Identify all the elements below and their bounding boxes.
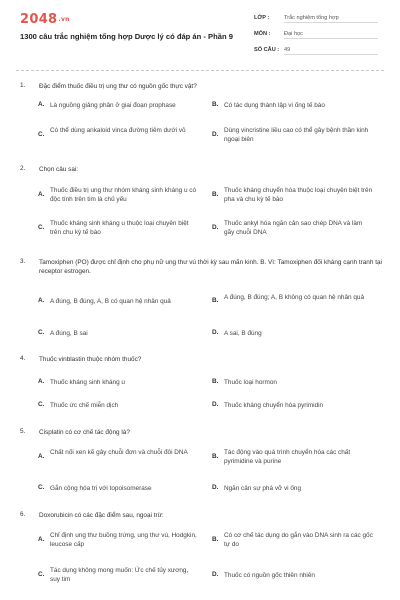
- option-letter: A.: [38, 191, 45, 198]
- option-text: Thuốc loại hormon: [224, 379, 277, 386]
- option-text: Chỉ định ung thư buồng trứng, ung thư vú, Hodgkin, leucose cấp: [50, 532, 197, 548]
- question-number: 5.: [20, 428, 26, 435]
- site-logo[interactable]: [20, 12, 70, 27]
- question-number: 2.: [20, 165, 26, 172]
- option-letter: D.: [212, 131, 219, 138]
- option-letter: C.: [38, 224, 45, 231]
- option-text: Tác dụng không mong muốn: Ức chế tủy xương, suy tim: [50, 567, 189, 583]
- option-text: Có cơ chế tác dụng do gắn vào DNA sinh ra các gốc tự do: [224, 532, 373, 548]
- option-text: Thuốc kháng sinh kháng u thuộc loại chuyên biệt trên chu kỳ tế bào: [50, 220, 189, 236]
- option-text: Thuốc ức chế miễn dịch: [50, 402, 119, 409]
- option-text: Có tác dụng thành lập vi ống tế bào: [224, 102, 325, 109]
- option-letter: A.: [38, 536, 45, 543]
- option-text: Thuốc ankyl hóa ngăn cản sao chép DNA và làm gãy chuỗi DNA: [224, 220, 363, 236]
- option-letter: A.: [38, 297, 45, 304]
- option-letter: A.: [38, 378, 45, 385]
- option-text: A đúng, B đúng; A, B không có quan hệ nhân quả: [224, 294, 365, 301]
- option-letter: D.: [212, 329, 219, 336]
- meta-class-label: LỚP :: [254, 15, 270, 21]
- option-letter: C.: [38, 571, 45, 578]
- logo-main: 2048: [20, 12, 58, 27]
- option-letter: D.: [212, 224, 219, 231]
- option-letter: B.: [212, 297, 219, 304]
- option-text: A đúng, B đúng, A, B có quan hệ nhân quả: [50, 298, 171, 305]
- page-header: [0, 0, 400, 74]
- logo-tld: .vn: [58, 16, 70, 23]
- option-letter: D.: [212, 401, 219, 408]
- question-text: Cisplatin có cơ chế tác động là?: [39, 429, 130, 436]
- option-text: Thuốc kháng sinh kháng u: [50, 379, 125, 386]
- option-text: Thuốc điều trị ung thư nhóm kháng sinh kháng u có độc tính trên tim là chủ yếu: [50, 187, 197, 203]
- option-text: Ngăn cản sự phá vỡ vi ống: [224, 485, 302, 492]
- document-title: 1300 câu trắc nghiệm tổng hợp Dược lý có đáp án - Phần 9: [20, 32, 233, 41]
- option-letter: D.: [212, 484, 219, 491]
- option-letter: C.: [38, 131, 45, 138]
- option-letter: A.: [38, 101, 45, 108]
- option-text: A đúng, B sai: [50, 330, 88, 337]
- option-text: Dùng vincristine liều cao có thể gây bệnh thần kinh ngoại biên: [224, 127, 369, 143]
- option-letter: B.: [212, 101, 219, 108]
- option-text: Thuốc có nguồn gốc thiên nhiên: [224, 572, 315, 579]
- question-text: Thuốc vinblastin thuộc nhóm thuốc?: [39, 356, 142, 363]
- meta-subject-value: Đại học: [284, 31, 378, 39]
- option-text: Là nguồng giảng phân ở giai đoạn prophase: [50, 102, 176, 109]
- question-number: 1.: [20, 82, 26, 89]
- meta-count: [254, 47, 378, 57]
- question-number: 6.: [20, 511, 26, 518]
- question-number: 4.: [20, 355, 26, 362]
- meta-subject: [254, 31, 378, 41]
- option-text: Thuốc kháng chuyển hóa pyrimidin: [224, 402, 324, 409]
- option-letter: C.: [38, 329, 45, 336]
- option-letter: D.: [212, 571, 219, 578]
- question-text: Đặc điểm thuốc điều trị ung thư có nguồn gốc thực vật?: [39, 83, 197, 90]
- option-text: Chất nối xen kẽ gây chuỗi đơn và chuỗi đôi DNA: [50, 449, 188, 456]
- question-text: Tamoxiphen (PO) được chỉ định cho phụ nữ ung thư vú thời kỳ sau mãn kinh. B. Vì: Tamoxiphen đối kháng cạnh tranh tại receptor estrogen.: [39, 259, 382, 275]
- option-letter: A.: [38, 453, 45, 460]
- option-text: Gắn cộng hóa trị với topoisomerase: [50, 485, 152, 492]
- question-text: Doxorubicin có các đặc điểm sau, ngoại trừ:: [39, 512, 164, 519]
- question-text: Chọn câu sai:: [39, 166, 79, 173]
- option-text: Có thể dùng ankaloid vinca đường tiêm dưới vỏ: [50, 127, 186, 134]
- option-letter: B.: [212, 378, 219, 385]
- option-letter: B.: [212, 191, 219, 198]
- option-letter: C.: [38, 484, 45, 491]
- meta-class-value: Trắc nghiệm tổng hợp: [284, 15, 378, 23]
- meta-subject-label: MÔN :: [254, 31, 271, 37]
- option-letter: C.: [38, 401, 45, 408]
- header-divider: [16, 70, 384, 71]
- meta-count-label: SỐ CÂU :: [254, 47, 280, 53]
- meta-count-value: 49: [284, 47, 378, 55]
- option-letter: B.: [212, 453, 219, 460]
- question-number: 3.: [20, 258, 26, 265]
- option-text: Thuốc kháng chuyển hóa thuộc loại chuyên biệt trên pha và chu kỳ tế bào: [224, 187, 373, 203]
- option-letter: B.: [212, 536, 219, 543]
- option-text: Tác động vào quá trình chuyển hóa các chất pyrimidine và purine: [224, 449, 351, 465]
- option-text: A sai, B đúng: [224, 330, 262, 337]
- meta-class: [254, 15, 378, 25]
